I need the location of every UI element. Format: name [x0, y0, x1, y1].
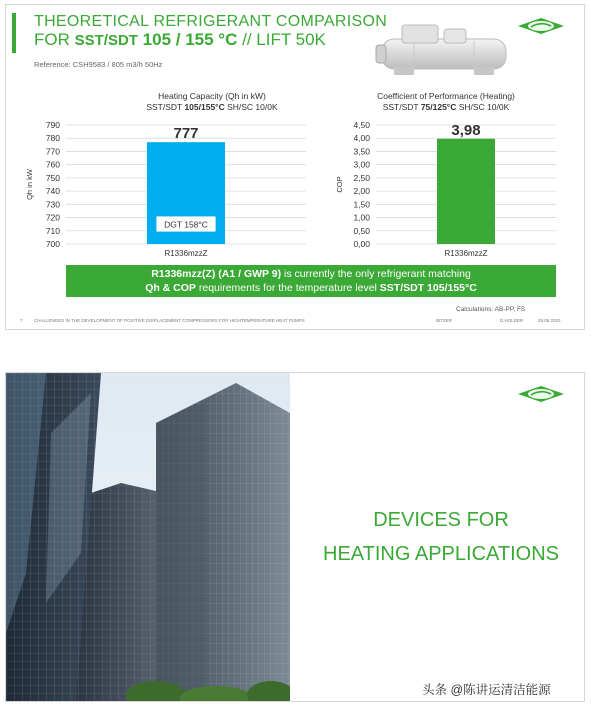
y-tick-label: 0,00 [353, 239, 370, 249]
x-tick-label: R1336mzzZ [164, 249, 208, 258]
slide-refrigerant-comparison [5, 4, 585, 330]
x-tick-label: R1336mzzZ [444, 249, 488, 258]
banner-line2 [66, 281, 556, 295]
slide-title-line1: THEORETICAL REFRIGERANT COMPARISON [34, 13, 388, 30]
title-bold-temp: 105 / 155 °C [137, 30, 238, 49]
bar-R1336mzzZ [437, 139, 495, 244]
y-tick-label: 750 [45, 172, 60, 183]
y-tick-label: 2,50 [353, 172, 370, 183]
title-prefix: FOR [34, 30, 75, 49]
chart1-subtitle-prefix: SST/SDT [146, 102, 185, 112]
section-heading-line2: HEATING APPLICATIONS [323, 543, 559, 565]
y-tick-label: 720 [45, 212, 60, 223]
compressor-image-icon [374, 19, 514, 81]
y-axis-label: COP [335, 176, 344, 193]
footer-date: 28.06.2023 [538, 318, 561, 323]
calculations-note: Calculations: AB-PP, FS [456, 306, 526, 313]
chart1-subtitle-suffix: SH/SC 10/0K [224, 102, 278, 112]
title-accent-bar [12, 13, 16, 53]
chart1-subtitle-bold: 105/155°C [184, 102, 225, 112]
conclusion-banner [66, 265, 556, 297]
bitzer-logo-icon [516, 17, 566, 35]
y-tick-label: 790 [45, 120, 60, 130]
reference-text: Reference: CSH9583 / 805 m3/h 50Hz [34, 60, 163, 69]
data-label: 777 [173, 125, 199, 143]
y-tick-label: 1,00 [353, 212, 370, 223]
y-tick-label: 4,50 [353, 120, 370, 130]
y-tick-label: 1,50 [353, 199, 370, 210]
banner-line1 [66, 267, 556, 281]
banner-refrigerant: R1336mzz(Z) (A1 / GWP 9) [151, 268, 282, 280]
slide-devices-heating [5, 372, 585, 702]
bitzer-logo-icon [516, 385, 566, 403]
y-tick-label: 2,00 [353, 186, 370, 197]
y-tick-label: 3,00 [353, 159, 370, 170]
banner-temp-level: SST/SDT 105/155°C [379, 282, 477, 294]
watermark-text: 头条 @陈讲运清洁能源 [422, 683, 551, 697]
chart1-title: Heating Capacity (Qh in kW) [158, 91, 266, 101]
y-tick-label: 770 [45, 146, 60, 157]
y-tick-label: 760 [45, 159, 60, 170]
chart2-subtitle-suffix: SH/SC 10/0K [456, 102, 510, 112]
section-heading-line1: DEVICES FOR [373, 509, 509, 531]
data-label: 3,98 [451, 121, 481, 139]
annotation-label: DGT 158°C [164, 219, 208, 230]
footer-text: CHALLENGES IN THE DEVELOPMENT OF POSITIVE DISPLACEMENT COMPRESSORS FOR HIGHTEMPERATURE HEAT PUMPS [34, 318, 305, 323]
heating-capacity-chart [6, 109, 306, 261]
chart2-subtitle-prefix: SST/SDT [382, 102, 421, 112]
y-tick-label: 780 [45, 133, 60, 144]
footer-author: D.HOLDER [500, 318, 524, 323]
banner-line2-text: requirements for the temperature level [195, 282, 380, 294]
chart2-title: Coefficient of Performance (Heating) [377, 91, 515, 101]
y-tick-label: 0,50 [353, 225, 370, 236]
cop-chart [316, 109, 576, 261]
y-tick-label: 3,50 [353, 146, 370, 157]
title-suffix: // LIFT 50K [237, 30, 326, 49]
slide-title-line2 [34, 30, 326, 50]
y-tick-label: 740 [45, 186, 60, 197]
footer-page-number: 7 [20, 318, 23, 323]
y-tick-label: 700 [45, 239, 60, 249]
y-tick-label: 4,00 [353, 133, 370, 144]
banner-qh-cop: Qh & COP [145, 282, 196, 294]
y-tick-label: 710 [45, 225, 60, 236]
y-tick-label: 730 [45, 199, 60, 210]
chart2-subtitle-bold: 75/125°C [420, 102, 457, 112]
footer-company: BITZER [436, 318, 453, 323]
y-axis-label: Qh in kW [25, 169, 34, 200]
banner-line1-text: is currently the only refrigerant matching [281, 268, 471, 280]
title-bold-sst: SST/SDT [74, 32, 138, 49]
skyscrapers-photo-icon [6, 373, 290, 702]
